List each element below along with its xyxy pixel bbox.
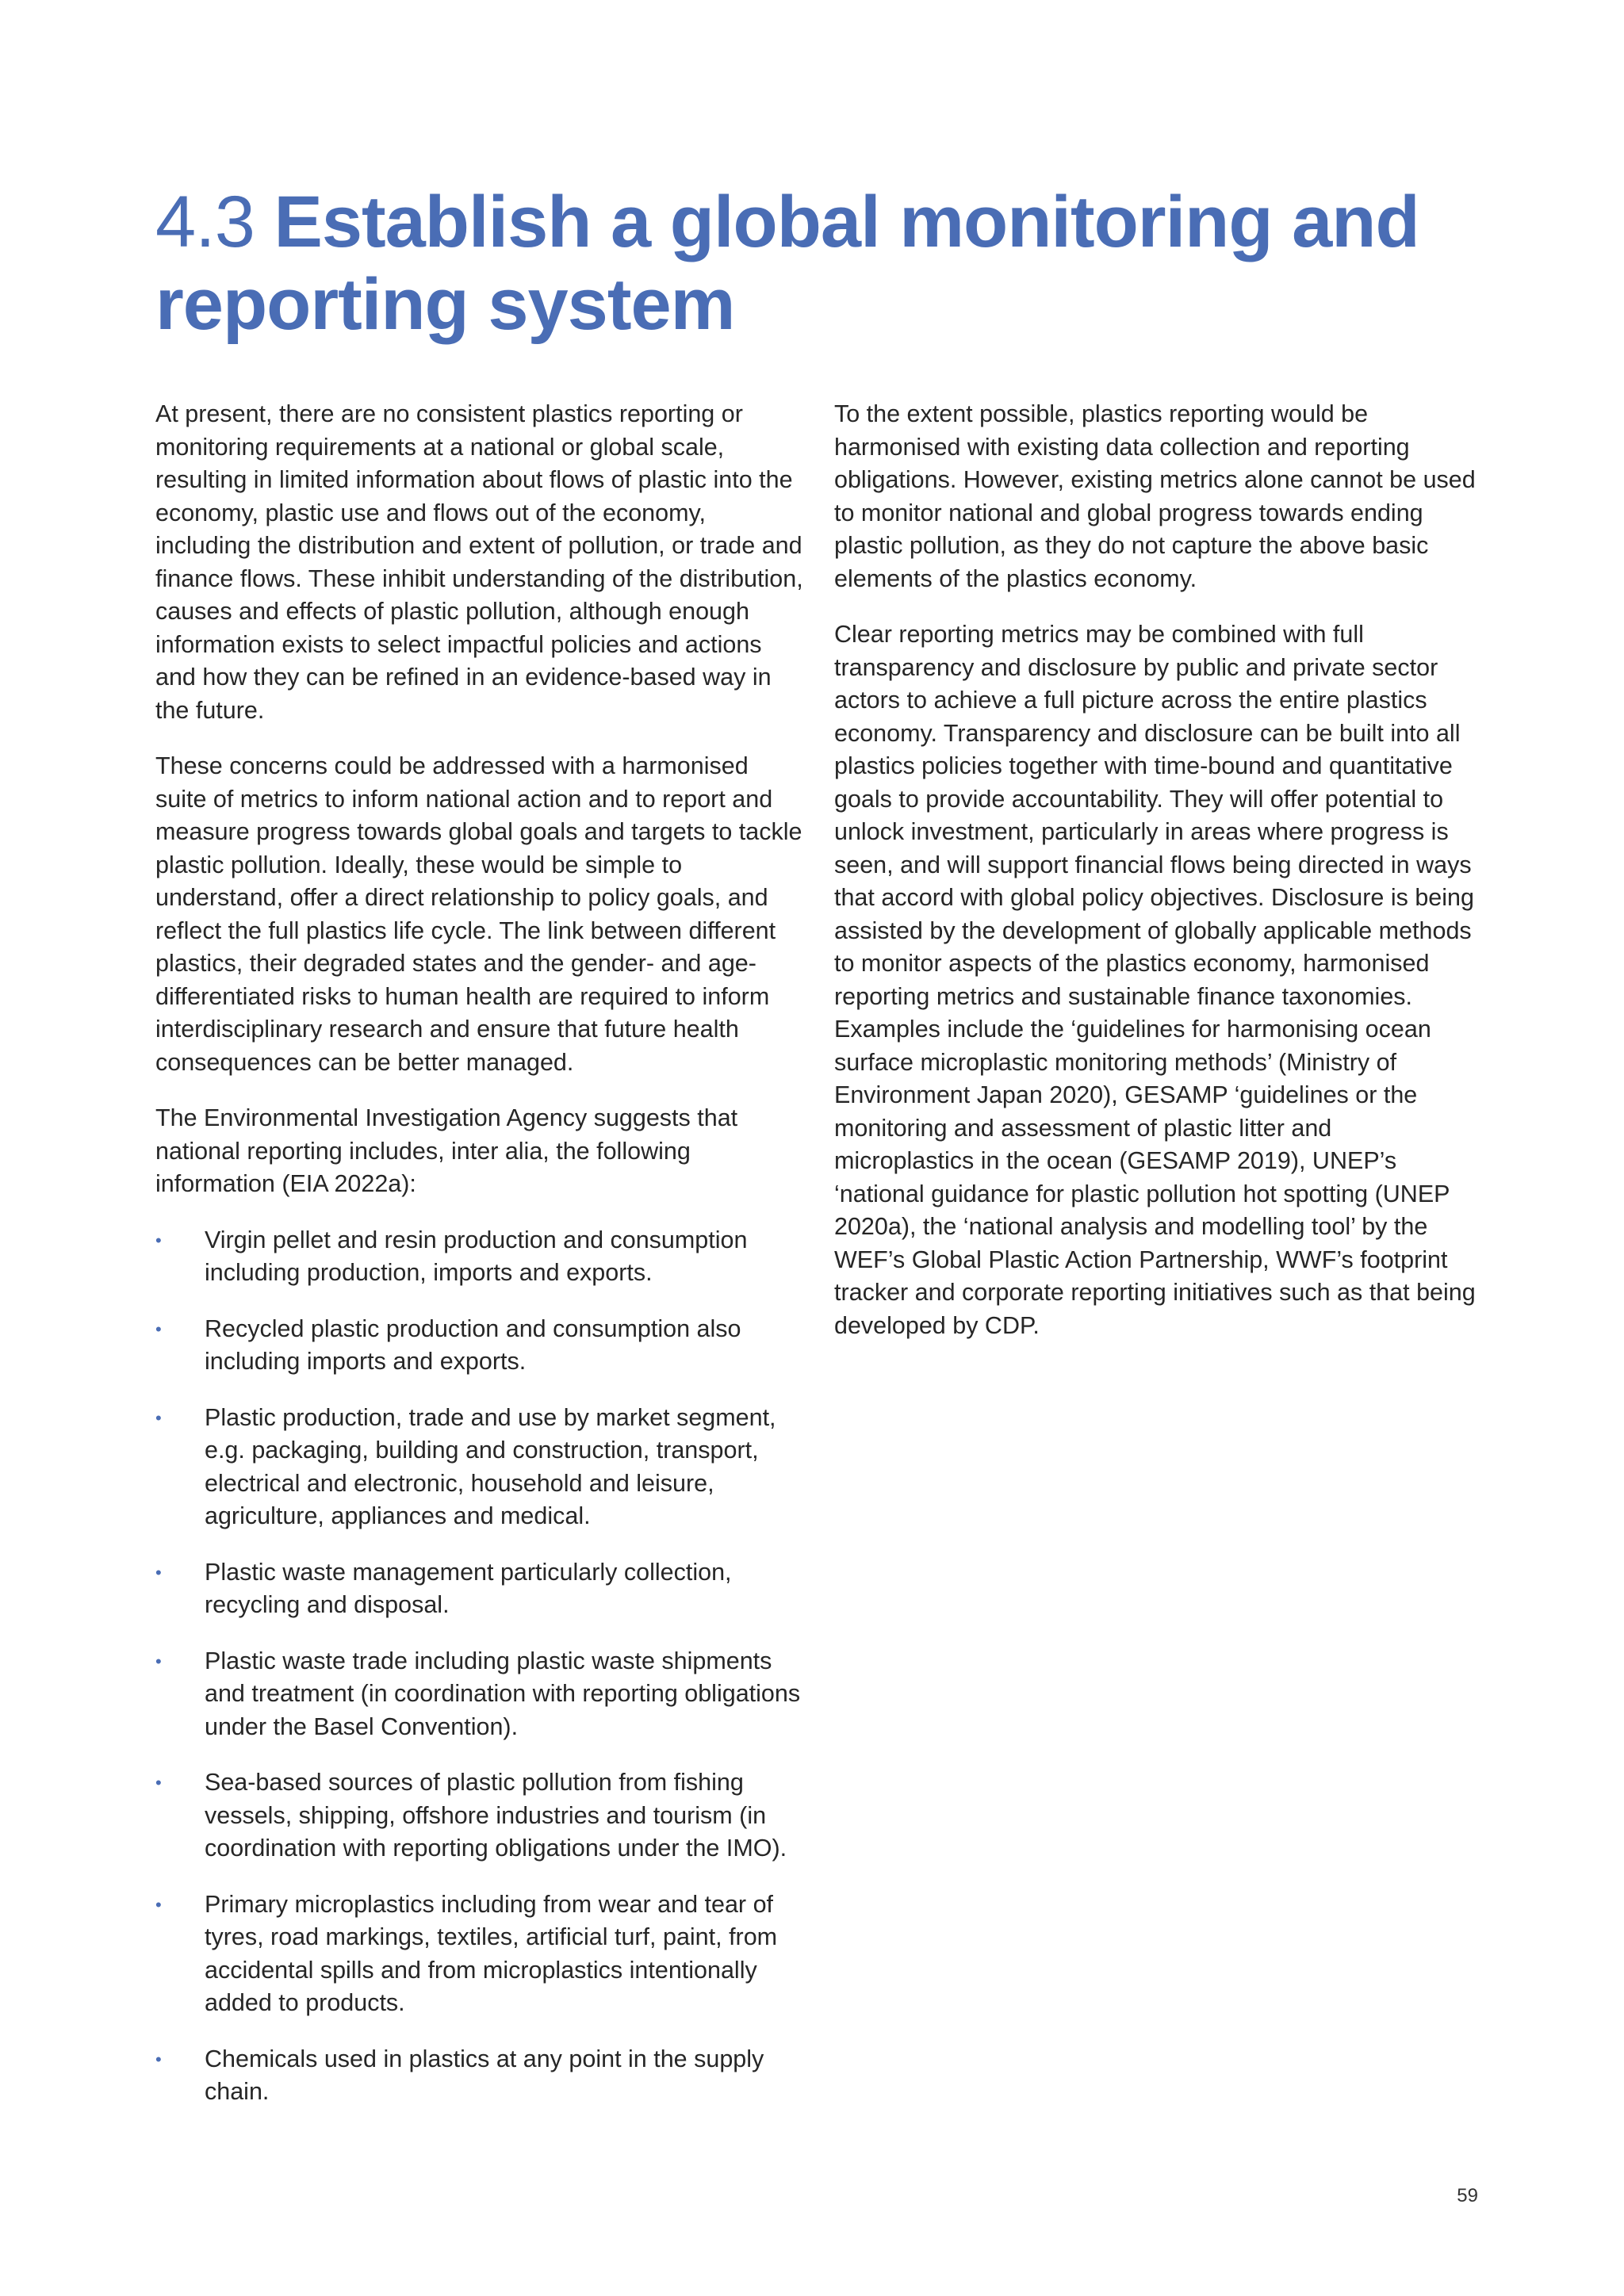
body-paragraph: At present, there are no consistent plastics reporting or monitoring requirements at a national or global scale, resulting in limited information about flows of plastic into the economy, plastic use and flows out of the economy, including the distribution and extent of pollution, or trade and finance flows. These inhibit understanding of the distribution, causes and effects of plastic pollution, although enough information exists to select impactful policies and actions and how they can be refined in an evidence-based way in the future. bbox=[155, 400, 803, 724]
section-heading bbox=[155, 181, 1503, 346]
list-item-text: Plastic waste management particularly collection, recycling and disposal. bbox=[205, 1558, 732, 1618]
list-item-text: Chemicals used in plastics at any point in the supply chain. bbox=[205, 2045, 764, 2105]
bullet-list bbox=[155, 1224, 806, 2109]
body-paragraph: The Environmental Investigation Agency suggests that national reporting includes, inter alia, the following information (EIA 2022a): bbox=[155, 1104, 738, 1197]
section-title: Establish a global monitoring and reporting system bbox=[155, 182, 1419, 345]
right-column bbox=[834, 398, 1477, 1365]
bullet-marker: • bbox=[155, 1651, 162, 1671]
bullet-marker: • bbox=[155, 1562, 162, 1582]
list-item bbox=[155, 1645, 806, 1744]
bullet-marker: • bbox=[155, 2049, 162, 2069]
list-item bbox=[155, 1224, 806, 1290]
list-item bbox=[155, 1313, 806, 1379]
list-item bbox=[155, 1888, 806, 2020]
body-paragraph: These concerns could be addressed with a harmonised suite of metrics to inform national action and to report and measure progress towards global goals and targets to tackle plastic pollution. Ideally, these would be simple to understand, offer a direct relationship to policy goals, and reflect the full plastics life cycle. The link between different plastics, their degraded states and the gender- and age-differentiated risks to human health are required to inform interdisciplinary research and ensure that future health consequences can be better managed. bbox=[155, 752, 802, 1076]
bullet-marker: • bbox=[155, 1318, 162, 1339]
list-item bbox=[155, 2043, 806, 2109]
list-item-text: Sea-based sources of plastic pollution from fishing vessels, shipping, offshore industries and tourism (in coordination with reporting obligations under the IMO). bbox=[205, 1769, 787, 1862]
bullet-marker: • bbox=[155, 1230, 162, 1250]
list-item-text: Plastic waste trade including plastic waste shipments and treatment (in coordination with reporting obligations under the Basel Convention). bbox=[205, 1647, 801, 1740]
bullet-marker: • bbox=[155, 1894, 162, 1915]
section-number: 4.3 bbox=[155, 182, 255, 262]
list-item bbox=[155, 1766, 806, 1866]
list-item-text: Plastic production, trade and use by market segment, e.g. packaging, building and construction, transport, electrical and electronic, household and leisure, agriculture, appliances and medical. bbox=[205, 1403, 776, 1529]
list-item bbox=[155, 1556, 806, 1622]
page-number: 59 bbox=[1457, 2185, 1478, 2206]
bullet-marker: • bbox=[155, 1407, 162, 1428]
list-item bbox=[155, 1402, 806, 1533]
list-item-text: Primary microplastics including from wear and tear of tyres, road markings, textiles, artificial turf, paint, from accidental spills and from microplastics intentionally added to products. bbox=[205, 1890, 778, 2016]
list-item-text: Recycled plastic production and consumption also including imports and exports. bbox=[205, 1314, 741, 1375]
bullet-marker: • bbox=[155, 1773, 162, 1793]
list-item-text: Virgin pellet and resin production and consumption including production, imports and exports. bbox=[205, 1226, 748, 1286]
body-paragraph: Clear reporting metrics may be combined with full transparency and disclosure by public and private sector actors to achieve a full picture across the entire plastics economy. Transparency and disclosure can be built into all plastics policies together with time-bound and quantitative goals to provide accountability. They will offer potential to unlock investment, particularly in areas where progress is seen, and will support financial flows being directed in ways that accord with global policy objectives. Disclosure is being assisted by the development of globally applicable methods to monitor aspects of the plastics economy, harmonised reporting metrics and sustainable finance taxonomies. Examples include the ‘guidelines for harmonising ocean surface microplastic monitoring methods’ (Ministry of Environment Japan 2020), GESAMP ‘guidelines or the monitoring and assessment of plastic litter and microplastics in the ocean (GESAMP 2019), UNEP’s ‘national guidance for plastic pollution hot spotting (UNEP 2020a), the ‘national analysis and modelling tool’ by the WEF’s Global Plastic Action Partnership, WWF’s footprint tracker and corporate reporting initiatives such as that being developed by CDP. bbox=[834, 621, 1476, 1339]
body-paragraph: To the extent possible, plastics reporting would be harmonised with existing data collection and reporting obligations. However, existing metrics alone cannot be used to monitor national and global progress towards ending plastic pollution, as they do not capture the above basic elements of the plastics economy. bbox=[834, 400, 1476, 592]
left-column bbox=[155, 398, 806, 2132]
